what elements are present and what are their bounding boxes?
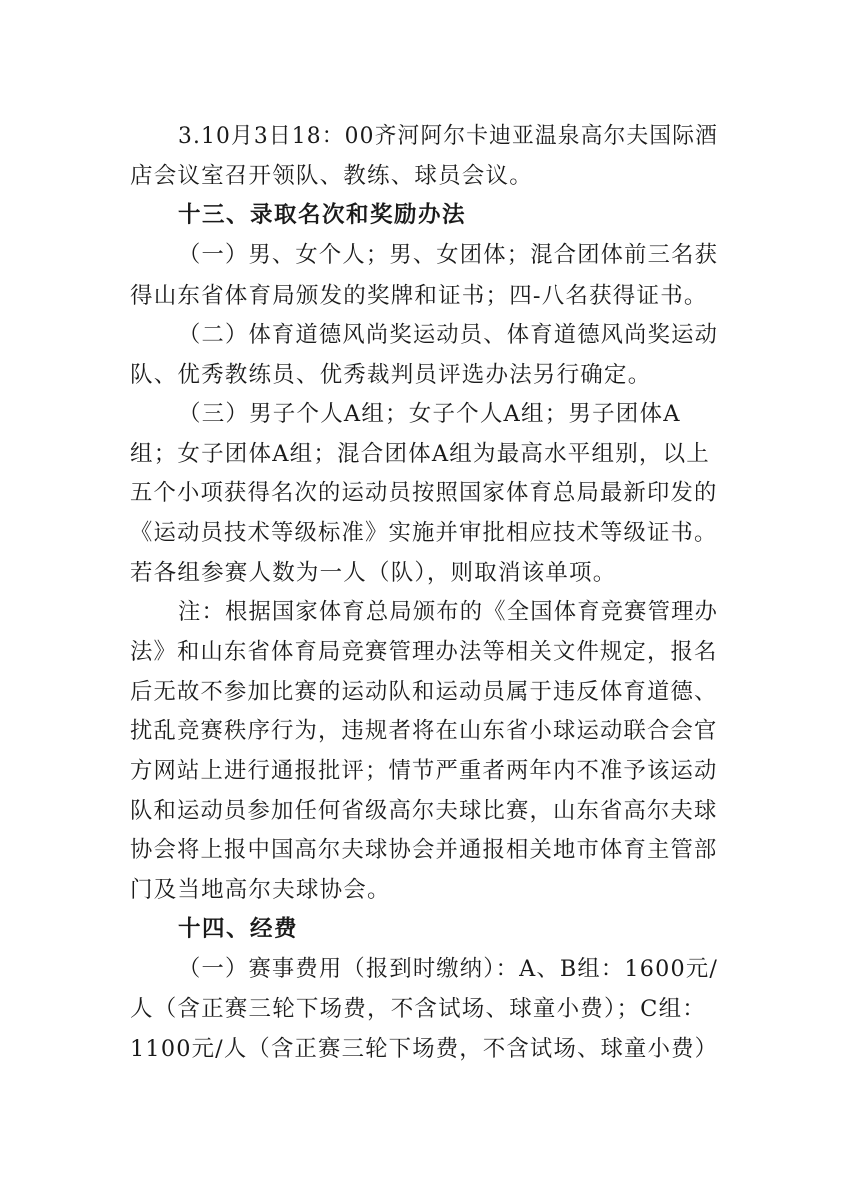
paragraph-line: 法》和山东省体育局竞赛管理办法等相关文件规定，报名 bbox=[130, 639, 718, 665]
paragraph-line: 人（含正赛三轮下场费，不含试场、球童小费）；C组： bbox=[130, 996, 706, 1022]
section-heading: 十三、录取名次和奖励办法 bbox=[178, 202, 467, 228]
paragraph-line: 扰乱竞赛秩序行为，违规者将在山东省小球运动联合会官 bbox=[130, 718, 718, 744]
paragraph-line: （一）男、女个人；男、女团体；混合团体前三名获 bbox=[178, 242, 719, 268]
paragraph-line: 方网站上进行通报批评；情节严重者两年内不准予该运动 bbox=[130, 758, 718, 784]
paragraph-line: 3.10月3日18：00齐河阿尔卡迪亚温泉高尔夫国际酒 bbox=[178, 123, 719, 149]
paragraph-line: 协会将上报中国高尔夫球协会并通报相关地市体育主管部 bbox=[130, 837, 718, 863]
paragraph-line: 门及当地高尔夫球协会。 bbox=[130, 877, 391, 903]
paragraph-line: 后无故不参加比赛的运动队和运动员属于违反体育道德、 bbox=[130, 679, 718, 705]
paragraph-line: （二）体育道德风尚奖运动员、体育道德风尚奖运动 bbox=[178, 322, 719, 348]
paragraph-line: 得山东省体育局颁发的奖牌和证书；四-八名获得证书。 bbox=[130, 283, 708, 309]
paragraph-line: 队和运动员参加任何省级高尔夫球比赛，山东省高尔夫球 bbox=[130, 798, 718, 824]
section-heading: 十四、经费 bbox=[178, 916, 299, 942]
paragraph-line: 注：根据国家体育总局颁布的《全国体育竞赛管理办 bbox=[178, 599, 719, 625]
paragraph-line: 1100元/人（含正赛三轮下场费，不含试场、球童小费） bbox=[130, 1036, 719, 1062]
paragraph-line: （一）赛事费用（报到时缴纳）：A、B组：1600元/ bbox=[178, 956, 719, 982]
paragraph-line: 店会议室召开领队、教练、球员会议。 bbox=[130, 163, 533, 189]
paragraph-line: 《运动员技术等级标准》实施并审批相应技术等级证书。 bbox=[130, 520, 718, 546]
paragraph-line: 队、优秀教练员、优秀裁判员评选办法另行确定。 bbox=[130, 362, 652, 388]
paragraph-line: 若各组参赛人数为一人（队），则取消该单项。 bbox=[130, 560, 617, 586]
paragraph-line: 组；女子团体A组；混合团体A组为最高水平组别，以上 bbox=[130, 441, 710, 467]
paragraph-line: （三）男子个人A组；女子个人A组；男子团体A bbox=[178, 401, 681, 427]
paragraph-line: 五个小项获得名次的运动员按照国家体育总局最新印发的 bbox=[130, 480, 718, 506]
